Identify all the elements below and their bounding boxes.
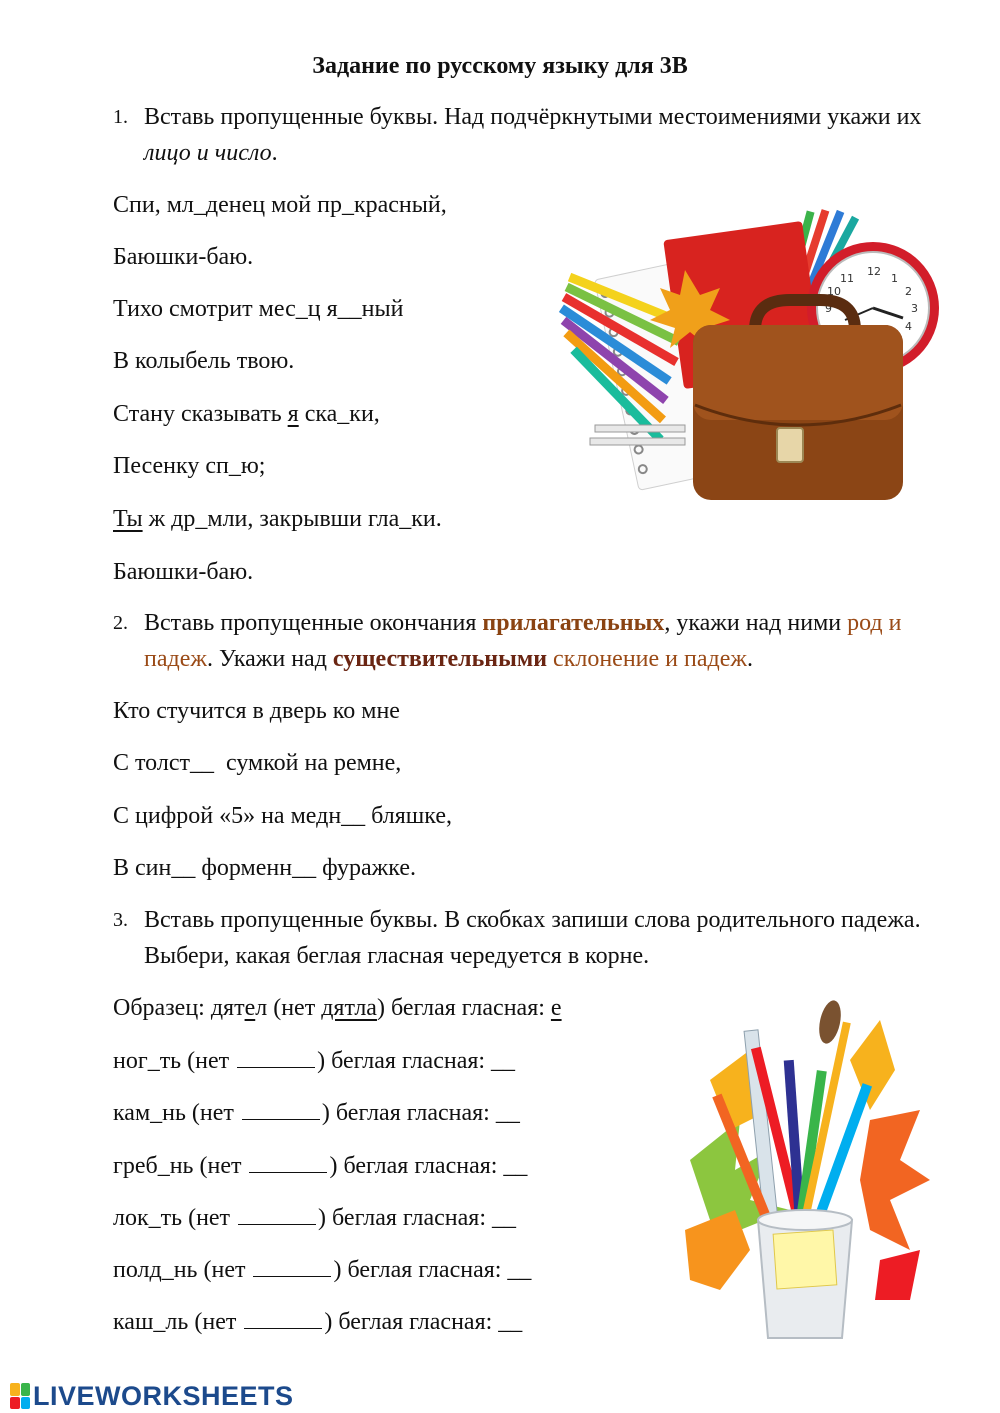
poem-line: В колыбель твою.: [113, 348, 295, 374]
poem-line: Ты ж др_мли, закрывши гла_ки.: [113, 506, 442, 532]
task-3-instruction: 3. Вставь пропущенные буквы. В скобках запиши слова родительного падежа. Выбери, какая беглая гласная чередуется в корне.: [113, 902, 943, 974]
svg-text:9: 9: [825, 302, 832, 315]
poem-line: Баюшки-баю.: [113, 559, 254, 585]
keyword-nouns: существительными: [332, 646, 548, 672]
poem-line: Песенку сп_ю;: [113, 453, 266, 479]
school-supplies-illustration: [545, 200, 945, 510]
svg-text:3: 3: [911, 302, 918, 315]
exercise-row: каш_ль (нет ) беглая гласная: __: [113, 1309, 523, 1335]
poem-line: Стану сказывать я ска_ки,: [113, 401, 380, 427]
poem-line: Баюшки-баю.: [113, 244, 254, 270]
exercise-row: кам_нь (нет ) беглая гласная: __: [113, 1100, 520, 1126]
answer-blank[interactable]: [242, 1099, 320, 1120]
task-2-instruction: 2. Вставь пропущенные окончания прилагательных, укажи над ними род и падеж. Укажи над существительными склонение и падеж.: [113, 605, 943, 677]
underlined-pronoun: я: [287, 401, 299, 427]
poem-line: Тихо смотрит мес_ц я__ный: [113, 296, 404, 322]
svg-text:1: 1: [891, 272, 898, 285]
poem-line: С толст__ сумкой на ремне,: [113, 750, 402, 776]
svg-text:12: 12: [867, 265, 881, 278]
exercise-row: лок_ть (нет ) беглая гласная: __: [113, 1205, 516, 1231]
pencil-cup-illustration: [680, 1000, 930, 1345]
poem-line: Кто стучится в дверь ко мне: [113, 698, 400, 724]
poem-line: В син__ форменн__ фуражке.: [113, 855, 416, 881]
task-number: 3.: [113, 909, 128, 931]
keyword-gender-case: род и падеж: [144, 610, 902, 672]
cup-icon: [758, 1210, 852, 1338]
footer-brand: LIVEWORKSHEETS: [10, 1381, 294, 1411]
sample-line: Образец: дятел (нет дятла) беглая гласная: е: [113, 995, 562, 1021]
keyword-declension-case: склонение и падеж: [547, 646, 747, 672]
svg-text:4: 4: [905, 320, 912, 333]
underlined-pronoun: Ты: [113, 506, 143, 532]
answer-blank[interactable]: [253, 1256, 331, 1277]
answer-blank[interactable]: [244, 1308, 322, 1329]
answer-blank[interactable]: [249, 1152, 327, 1173]
task-number: 2.: [113, 612, 128, 634]
svg-text:11: 11: [840, 272, 854, 285]
exercise-row: греб_нь (нет ) беглая гласная: __: [113, 1153, 528, 1179]
italic-term: лицо и число: [144, 140, 272, 166]
task-number: 1.: [113, 106, 128, 128]
exercise-row: ног_ть (нет ) беглая гласная: __: [113, 1048, 516, 1074]
briefcase-icon: [693, 300, 903, 500]
keyword-adjectives: прилагательных: [482, 610, 665, 636]
poem-line: Спи, мл_денец мой пр_красный,: [113, 192, 447, 218]
svg-text:2: 2: [905, 285, 912, 298]
liveworksheets-logo-icon: [10, 1383, 30, 1409]
svg-text:10: 10: [827, 285, 841, 298]
task-1-instruction: 1. Вставь пропущенные буквы. Над подчёркнутыми местоимениями укажи их лицо и число.: [113, 99, 943, 171]
poem-line: С цифрой «5» на медн__ бляшке,: [113, 803, 452, 829]
answer-blank[interactable]: [238, 1204, 316, 1225]
page-title: Задание по русскому языку для 3В: [312, 53, 688, 79]
exercise-row: полд_нь (нет ) беглая гласная: __: [113, 1257, 532, 1283]
answer-blank[interactable]: [237, 1047, 315, 1068]
